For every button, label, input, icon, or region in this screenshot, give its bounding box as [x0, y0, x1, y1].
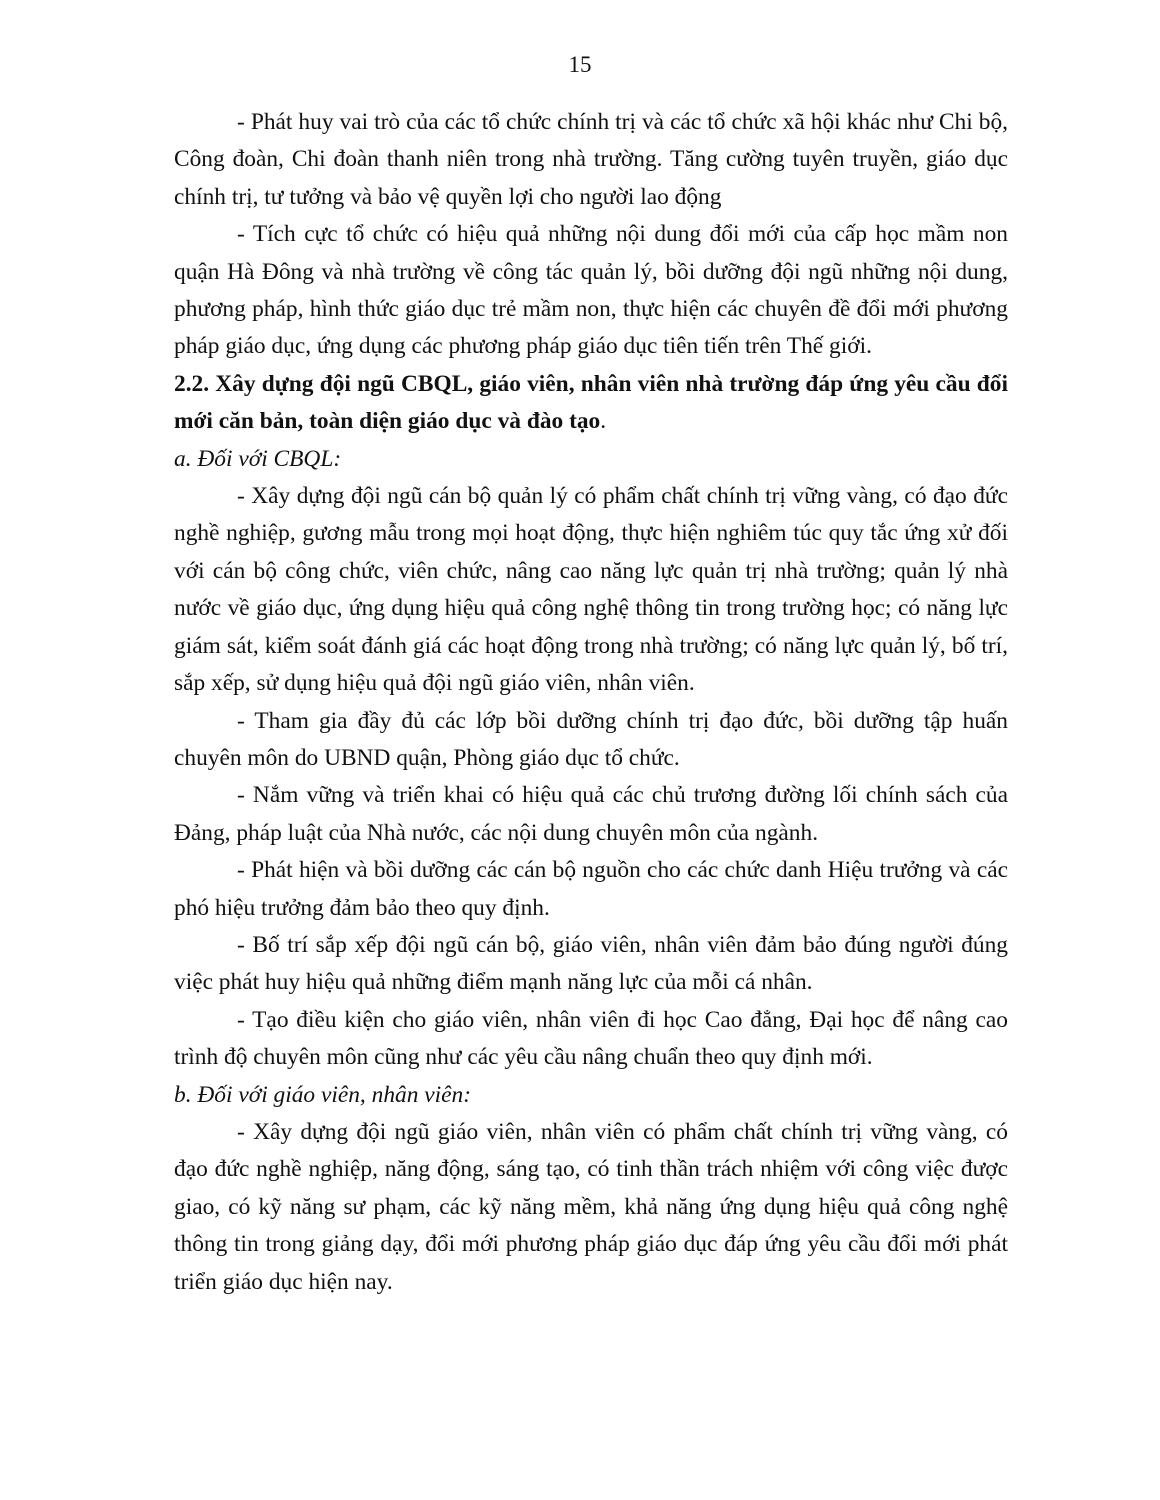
paragraph: - Tạo điều kiện cho giáo viên, nhân viên đi học Cao đẳng, Đại học để nâng cao trình độ chuyên môn cũng như các yêu cầu nâng chuẩn theo quy định mới.: [174, 1006, 1008, 1071]
paragraph: - Xây dựng đội ngũ giáo viên, nhân viên có phẩm chất chính trị vững vàng, có đạo đức nghề nghiệp, năng động, sáng tạo, có tinh thần trách nhiệm với công việc được giao, có kỹ năng sư phạm, các kỹ năng mềm, khả năng ứng dụng hiệu quả công nghệ thông tin trong giảng dạy, đổi mới phương pháp giáo dục đáp ứng yêu cầu đổi mới phát triển giáo dục hiện nay.: [174, 1118, 1008, 1295]
subsection-a-title: a. Đối với CBQL:: [174, 445, 342, 472]
page-number: 15: [568, 52, 592, 77]
paragraph: - Phát hiện và bồi dưỡng các cán bộ nguồn cho các chức danh Hiệu trưởng và các phó hiệu trưởng đảm bảo theo quy định.: [174, 857, 1008, 921]
paragraph: - Phát huy vai trò của các tổ chức chính trị và các tổ chức xã hội khác như Chi bộ, Công đoàn, Chi đoàn thanh niên trong nhà trường. Tăng cường tuyên truyền, giáo dục chính trị, tư tưởng và bảo vệ quyền lợi cho người lao động: [174, 109, 1008, 210]
section-heading-text: 2.2. Xây dựng đội ngũ CBQL, giáo viên, nhân viên nhà trường đáp ứng yêu cầu đổi mới căn bản, toàn diện giáo dục và đào tạo: [174, 370, 1008, 435]
section-heading-period: .: [600, 408, 607, 435]
page-content: [174, 104, 1008, 1301]
paragraph: - Xây dựng đội ngũ cán bộ quản lý có phẩm chất chính trị vững vàng, có đạo đức nghề nghiệp, gương mẫu trong mọi hoạt động, thực hiện nghiêm túc quy tắc ứng xử đối với cán bộ công chức, viên chức, nâng cao năng lực quản trị nhà trường; quản lý nhà nước về giáo dục, ứng dụng hiệu quả công nghệ thông tin trong trường học; có năng lực giám sát, kiểm soát đánh giá các hoạt động trong nhà trường; có năng lực quản lý, bố trí, sắp xếp, sử dụng hiệu quả đội ngũ giáo viên, nhân viên.: [174, 483, 1008, 697]
section-heading: [174, 366, 1008, 441]
subsection-b-title: b. Đối với giáo viên, nhân viên:: [174, 1081, 471, 1108]
paragraph: - Tham gia đầy đủ các lớp bồi dưỡng chính trị đạo đức, bồi dưỡng tập huấn chuyên môn do UBND quận, Phòng giáo dục tổ chức.: [174, 707, 1008, 771]
paragraph: - Nắm vững và triển khai có hiệu quả các chủ trương đường lối chính sách của Đảng, pháp luật của Nhà nước, các nội dung chuyên môn của ngành.: [174, 782, 1008, 846]
paragraph: - Tích cực tổ chức có hiệu quả những nội dung đổi mới của cấp học mầm non quận Hà Đông và nhà trường về công tác quản lý, bồi dưỡng đội ngũ những nội dung, phương pháp, hình thức giáo dục trẻ mầm non, thực hiện các chuyên đề đổi mới phương pháp giáo dục, ứng dụng các phương pháp giáo dục tiên tiến trên Thế giới.: [174, 221, 1008, 360]
paragraph: - Bố trí sắp xếp đội ngũ cán bộ, giáo viên, nhân viên đảm bảo đúng người đúng việc phát huy hiệu quả những điểm mạnh năng lực của mỗi cá nhân.: [174, 931, 1008, 996]
